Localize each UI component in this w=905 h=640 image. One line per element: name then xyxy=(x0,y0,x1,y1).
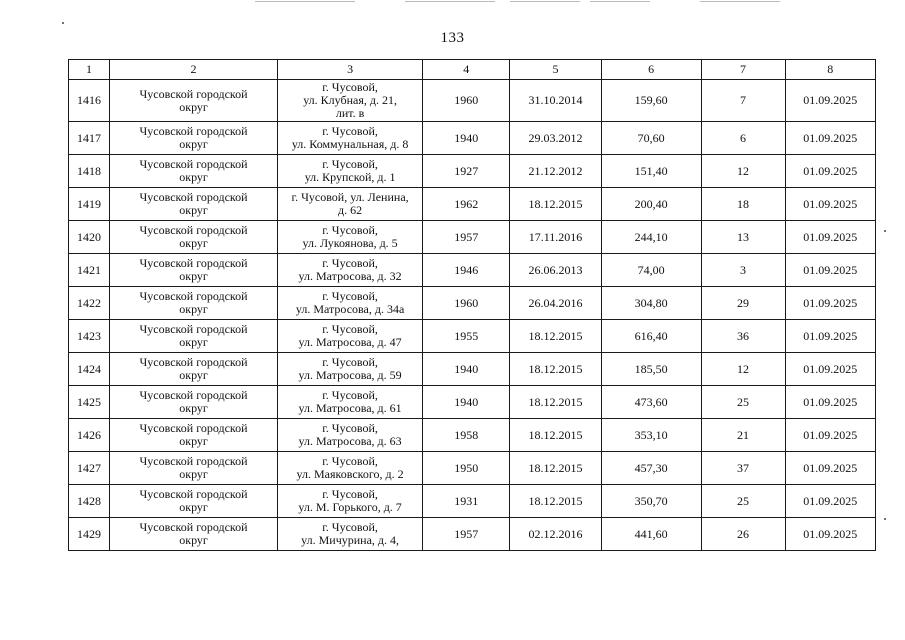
table-row xyxy=(69,419,876,452)
municipality-cell-line: округ xyxy=(179,137,208,151)
table-row xyxy=(69,254,876,287)
address-cell xyxy=(278,80,423,122)
area-cell: 457,30 xyxy=(601,452,701,485)
date-cell: 29.03.2012 xyxy=(510,122,601,155)
year-cell: 1962 xyxy=(423,188,510,221)
address-cell-line: ул. Крупской, д. 1 xyxy=(304,170,396,184)
row-number-cell: 1417 xyxy=(69,122,110,155)
date-cell: 02.12.2016 xyxy=(510,518,601,551)
address-cell-line: г. Чусовой, xyxy=(322,487,378,501)
address-cell-line: г. Чусовой, xyxy=(322,388,378,402)
count-cell: 29 xyxy=(701,287,785,320)
deadline-cell: 01.09.2025 xyxy=(785,320,875,353)
address-cell-line: ул. Маяковского, д. 2 xyxy=(296,467,404,481)
municipality-cell-line: округ xyxy=(179,401,208,415)
table-row xyxy=(69,353,876,386)
column-header: 1 xyxy=(69,60,110,80)
municipality-cell-line: округ xyxy=(179,99,208,114)
address-cell-line: ул. М. Горького, д. 7 xyxy=(298,500,402,514)
row-number-cell: 1422 xyxy=(69,287,110,320)
table-row xyxy=(69,155,876,188)
municipality-cell xyxy=(109,287,277,320)
municipality-cell xyxy=(109,386,277,419)
column-header: 6 xyxy=(601,60,701,80)
address-cell-line: ул. Матросова, д. 32 xyxy=(298,269,402,283)
scan-artifact-line xyxy=(405,1,495,2)
count-cell: 37 xyxy=(701,452,785,485)
count-cell: 26 xyxy=(701,518,785,551)
table-row xyxy=(69,386,876,419)
deadline-cell: 01.09.2025 xyxy=(785,518,875,551)
row-number-cell: 1418 xyxy=(69,155,110,188)
date-cell: 18.12.2015 xyxy=(510,188,601,221)
address-cell-line: ул. Мичурина, д. 4, xyxy=(301,533,400,547)
municipality-cell xyxy=(109,353,277,386)
address-cell-line: г. Чусовой, xyxy=(322,124,378,138)
deadline-cell: 01.09.2025 xyxy=(785,155,875,188)
address-cell-line: г. Чусовой, xyxy=(322,355,378,369)
row-number-cell: 1424 xyxy=(69,353,110,386)
area-cell: 473,60 xyxy=(601,386,701,419)
area-cell: 441,60 xyxy=(601,518,701,551)
municipality-cell-line: округ xyxy=(179,533,208,547)
municipality-cell-line: Чусовской городской xyxy=(139,86,248,101)
address-cell xyxy=(278,155,423,188)
date-cell: 31.10.2014 xyxy=(510,80,601,122)
address-cell xyxy=(278,419,423,452)
table-body xyxy=(69,80,876,551)
area-cell: 350,70 xyxy=(601,485,701,518)
address-cell xyxy=(278,287,423,320)
count-cell: 25 xyxy=(701,386,785,419)
year-cell: 1931 xyxy=(423,485,510,518)
count-cell: 7 xyxy=(701,80,785,122)
count-cell: 36 xyxy=(701,320,785,353)
address-cell-line: ул. Лукоянова, д. 5 xyxy=(302,236,398,250)
municipality-cell-line: округ xyxy=(179,203,208,217)
count-cell: 3 xyxy=(701,254,785,287)
date-cell: 26.06.2013 xyxy=(510,254,601,287)
year-cell: 1940 xyxy=(423,122,510,155)
deadline-cell: 01.09.2025 xyxy=(785,254,875,287)
deadline-cell: 01.09.2025 xyxy=(785,386,875,419)
municipality-cell-line: округ xyxy=(179,236,208,250)
table-row xyxy=(69,518,876,551)
municipality-cell xyxy=(109,188,277,221)
area-cell: 185,50 xyxy=(601,353,701,386)
address-cell xyxy=(278,320,423,353)
deadline-cell: 01.09.2025 xyxy=(785,419,875,452)
municipality-cell xyxy=(109,485,277,518)
municipality-cell-line: Чусовской городской xyxy=(139,421,248,435)
year-cell: 1940 xyxy=(423,353,510,386)
deadline-cell: 01.09.2025 xyxy=(785,188,875,221)
row-number-cell: 1428 xyxy=(69,485,110,518)
table-row xyxy=(69,122,876,155)
address-cell-line: лит. в xyxy=(335,106,365,120)
date-cell: 21.12.2012 xyxy=(510,155,601,188)
date-cell: 18.12.2015 xyxy=(510,320,601,353)
municipality-cell-line: округ xyxy=(179,170,208,184)
area-cell: 151,40 xyxy=(601,155,701,188)
table-row xyxy=(69,80,876,122)
count-cell: 21 xyxy=(701,419,785,452)
municipality-cell-line: Чусовской городской xyxy=(139,520,248,534)
address-cell-line: г. Чусовой, xyxy=(322,322,378,336)
count-cell: 13 xyxy=(701,221,785,254)
address-cell-line: ул. Коммунальная, д. 8 xyxy=(291,137,409,151)
year-cell: 1946 xyxy=(423,254,510,287)
municipality-cell xyxy=(109,320,277,353)
register-table xyxy=(68,59,876,551)
address-cell xyxy=(278,485,423,518)
address-cell-line: ул. Матросова, д. 34а xyxy=(295,302,405,316)
address-cell-line: г. Чусовой, xyxy=(322,223,378,237)
area-cell: 304,80 xyxy=(601,287,701,320)
column-header: 4 xyxy=(423,60,510,80)
row-number-cell: 1429 xyxy=(69,518,110,551)
row-number-cell: 1416 xyxy=(69,80,110,122)
deadline-cell: 01.09.2025 xyxy=(785,221,875,254)
municipality-cell xyxy=(109,518,277,551)
address-cell xyxy=(278,386,423,419)
date-cell: 18.12.2015 xyxy=(510,353,601,386)
count-cell: 12 xyxy=(701,353,785,386)
count-cell: 6 xyxy=(701,122,785,155)
scan-speck xyxy=(884,518,886,520)
count-cell: 12 xyxy=(701,155,785,188)
municipality-cell-line: Чусовской городской xyxy=(139,289,248,303)
deadline-cell: 01.09.2025 xyxy=(785,80,875,122)
address-cell-line: г. Чусовой, xyxy=(322,520,378,534)
address-cell-line: ул. Клубная, д. 21, xyxy=(303,93,397,107)
year-cell: 1960 xyxy=(423,287,510,320)
year-cell: 1960 xyxy=(423,80,510,122)
municipality-cell-line: Чусовской городской xyxy=(139,223,248,237)
municipality-cell-line: Чусовской городской xyxy=(139,322,248,336)
address-cell-line: г. Чусовой, xyxy=(322,256,378,270)
address-cell-line: д. 62 xyxy=(338,203,363,217)
date-cell: 18.12.2015 xyxy=(510,485,601,518)
municipality-cell-line: округ xyxy=(179,302,208,316)
column-header: 5 xyxy=(510,60,601,80)
date-cell: 18.12.2015 xyxy=(510,386,601,419)
address-cell-line: ул. Матросова, д. 63 xyxy=(298,434,402,448)
municipality-cell-line: округ xyxy=(179,335,208,349)
deadline-cell: 01.09.2025 xyxy=(785,287,875,320)
address-cell-line: г. Чусовой, ул. Ленина, xyxy=(291,190,409,204)
municipality-cell xyxy=(109,419,277,452)
table-row xyxy=(69,452,876,485)
row-number-cell: 1420 xyxy=(69,221,110,254)
scan-artifact-line xyxy=(590,1,650,2)
area-cell: 70,60 xyxy=(601,122,701,155)
year-cell: 1955 xyxy=(423,320,510,353)
row-number-cell: 1427 xyxy=(69,452,110,485)
address-cell xyxy=(278,254,423,287)
address-cell xyxy=(278,353,423,386)
address-cell xyxy=(278,188,423,221)
municipality-cell xyxy=(109,221,277,254)
scan-speck xyxy=(62,22,64,24)
municipality-cell-line: Чусовской городской xyxy=(139,256,248,270)
year-cell: 1958 xyxy=(423,419,510,452)
table-row xyxy=(69,188,876,221)
municipality-cell xyxy=(109,155,277,188)
municipality-cell-line: Чусовской городской xyxy=(139,124,248,138)
year-cell: 1957 xyxy=(423,221,510,254)
row-number-cell: 1425 xyxy=(69,386,110,419)
address-cell-line: ул. Матросова, д. 47 xyxy=(298,335,402,349)
scan-speck xyxy=(884,230,886,232)
count-cell: 18 xyxy=(701,188,785,221)
municipality-cell-line: округ xyxy=(179,269,208,283)
address-cell-line: ул. Матросова, д. 61 xyxy=(298,401,402,415)
municipality-cell-line: Чусовской городской xyxy=(139,388,248,402)
municipality-cell-line: округ xyxy=(179,368,208,382)
date-cell: 26.04.2016 xyxy=(510,287,601,320)
area-cell: 200,40 xyxy=(601,188,701,221)
deadline-cell: 01.09.2025 xyxy=(785,122,875,155)
row-number-cell: 1421 xyxy=(69,254,110,287)
deadline-cell: 01.09.2025 xyxy=(785,353,875,386)
municipality-cell-line: округ xyxy=(179,434,208,448)
municipality-cell-line: Чусовской городской xyxy=(139,454,248,468)
address-cell xyxy=(278,122,423,155)
year-cell: 1950 xyxy=(423,452,510,485)
municipality-cell xyxy=(109,254,277,287)
header-row xyxy=(69,60,876,80)
municipality-cell-line: Чусовской городской xyxy=(139,157,248,171)
year-cell: 1927 xyxy=(423,155,510,188)
deadline-cell: 01.09.2025 xyxy=(785,452,875,485)
column-header: 8 xyxy=(785,60,875,80)
date-cell: 17.11.2016 xyxy=(510,221,601,254)
municipality-cell-line: Чусовской городской xyxy=(139,190,248,204)
address-cell-line: г. Чусовой, xyxy=(322,80,378,94)
municipality-cell-line: Чусовской городской xyxy=(139,355,248,369)
municipality-cell xyxy=(109,80,277,122)
area-cell: 159,60 xyxy=(601,80,701,122)
address-cell xyxy=(278,221,423,254)
table-row xyxy=(69,320,876,353)
year-cell: 1940 xyxy=(423,386,510,419)
area-cell: 353,10 xyxy=(601,419,701,452)
year-cell: 1957 xyxy=(423,518,510,551)
address-cell-line: г. Чусовой, xyxy=(322,454,378,468)
scan-artifact-line xyxy=(255,1,355,2)
table-row xyxy=(69,221,876,254)
address-cell-line: г. Чусовой, xyxy=(322,421,378,435)
column-header: 2 xyxy=(109,60,277,80)
scan-artifact-line xyxy=(510,1,580,2)
address-cell-line: ул. Матросова, д. 59 xyxy=(298,368,402,382)
page-number: 133 xyxy=(440,30,465,46)
area-cell: 74,00 xyxy=(601,254,701,287)
address-cell-line: г. Чусовой, xyxy=(322,157,378,171)
column-header: 3 xyxy=(278,60,423,80)
row-number-cell: 1419 xyxy=(69,188,110,221)
table-header xyxy=(69,60,876,80)
address-cell xyxy=(278,518,423,551)
municipality-cell-line: Чусовской городской xyxy=(139,487,248,501)
address-cell-line: г. Чусовой, xyxy=(322,289,378,303)
scan-artifact-line xyxy=(700,1,780,2)
address-cell xyxy=(278,452,423,485)
municipality-cell xyxy=(109,122,277,155)
count-cell: 25 xyxy=(701,485,785,518)
table-row xyxy=(69,287,876,320)
column-header: 7 xyxy=(701,60,785,80)
deadline-cell: 01.09.2025 xyxy=(785,485,875,518)
municipality-cell xyxy=(109,452,277,485)
area-cell: 244,10 xyxy=(601,221,701,254)
row-number-cell: 1423 xyxy=(69,320,110,353)
municipality-cell-line: округ xyxy=(179,500,208,514)
area-cell: 616,40 xyxy=(601,320,701,353)
date-cell: 18.12.2015 xyxy=(510,419,601,452)
row-number-cell: 1426 xyxy=(69,419,110,452)
municipality-cell-line: округ xyxy=(179,467,208,481)
table-row xyxy=(69,485,876,518)
date-cell: 18.12.2015 xyxy=(510,452,601,485)
